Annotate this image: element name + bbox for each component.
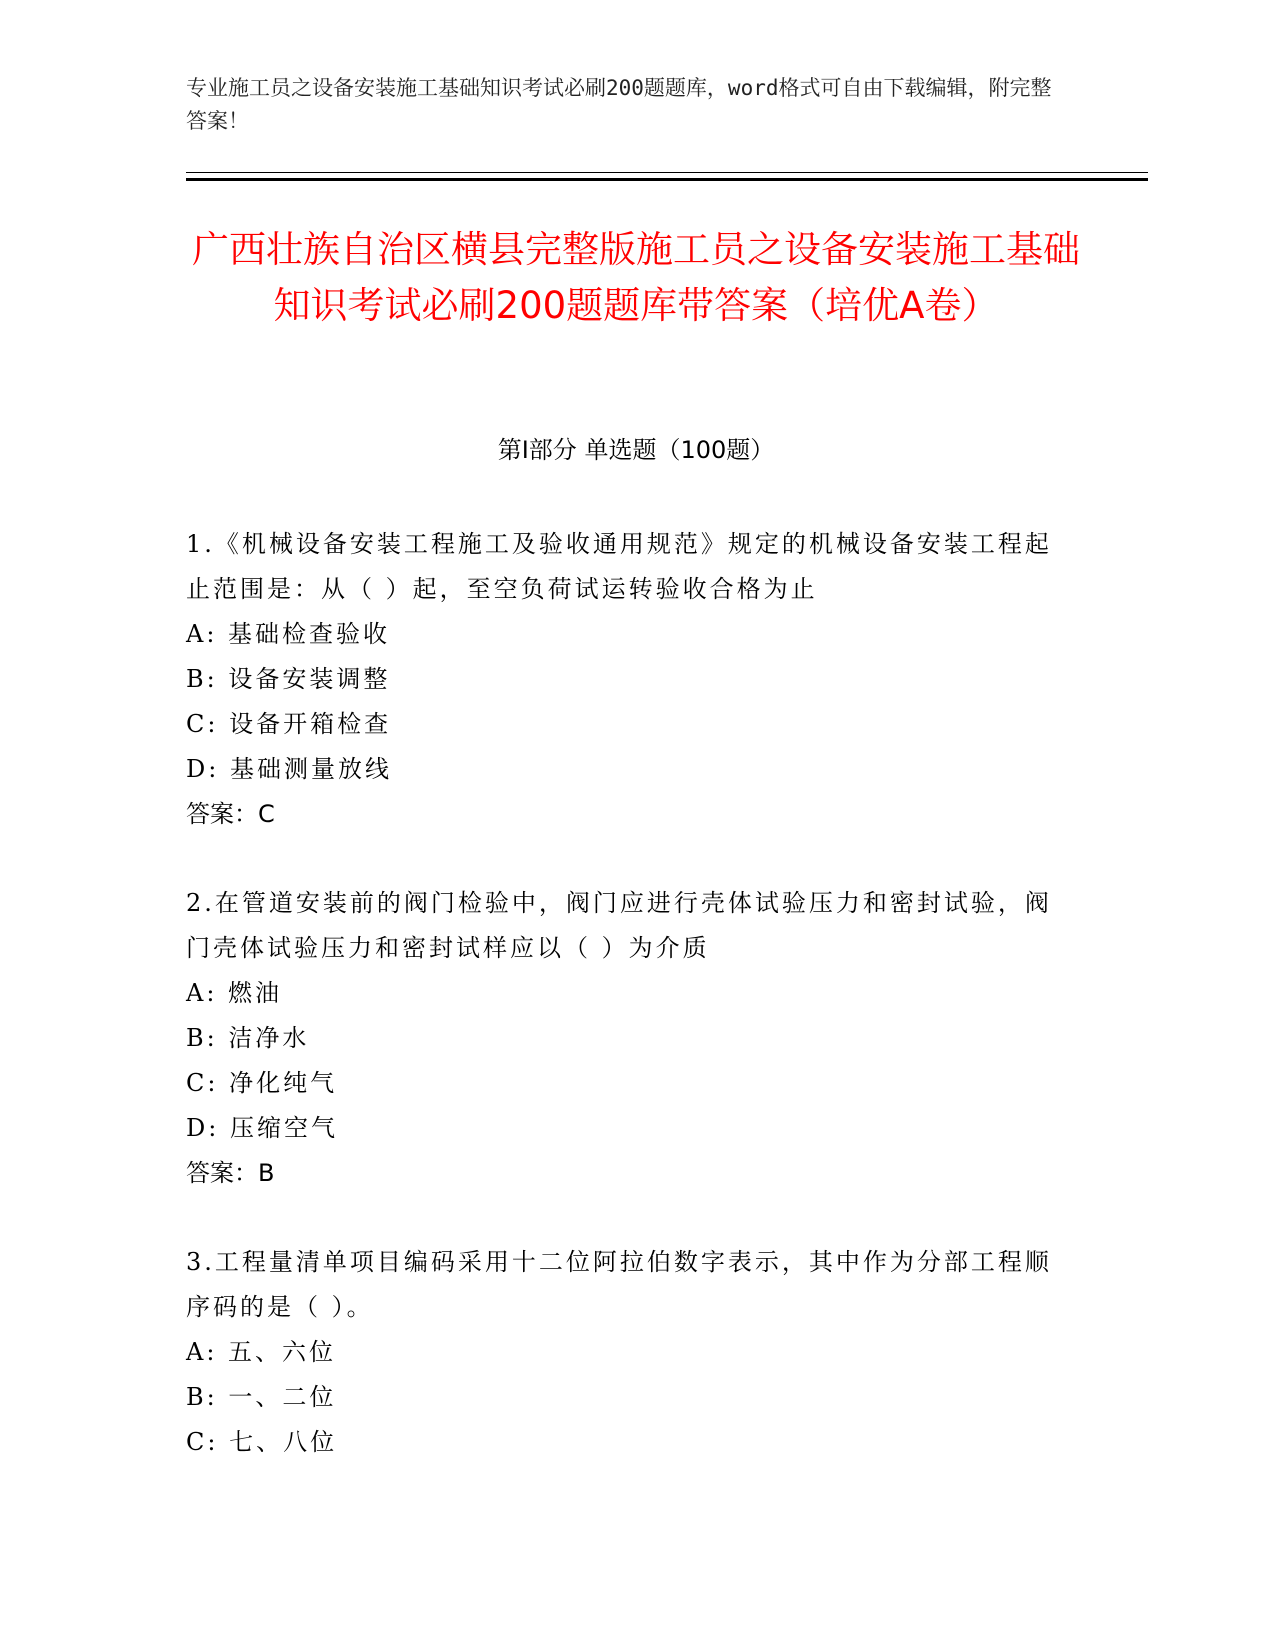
question-list: [186, 522, 1066, 1509]
option-d: D: 压缩空气: [186, 1114, 338, 1142]
option-b: B: 洁净水: [186, 1024, 310, 1052]
header-note: 专业施工员之设备安装施工基础知识考试必刷200题题库，word格式可自由下载编辑，附完整答案！: [186, 76, 1052, 133]
question-stem: 2.在管道安装前的阀门检验中，阀门应进行壳体试验压力和密封试验，阀门壳体试验压力和密封试样应以（ ）为介质: [186, 889, 1052, 962]
option-a: A: 燃油: [186, 979, 283, 1007]
question-3: [186, 1240, 1066, 1465]
option-d: D: 基础测量放线: [186, 755, 392, 783]
option-b: B: 一、二位: [186, 1383, 337, 1411]
header-divider-thick: [186, 178, 1148, 181]
option-c: C: 设备开箱检查: [186, 710, 392, 738]
header-divider-thin: [186, 172, 1148, 173]
answer: 答案：C: [186, 800, 275, 828]
section-heading: 第I部分 单选题（100题）: [497, 436, 775, 464]
option-a: A: 基础检查验收: [186, 620, 391, 648]
answer: 答案：B: [186, 1159, 275, 1187]
question-stem: 1.《机械设备安装工程施工及验收通用规范》规定的机械设备安装工程起止范围是：从（ ）起，至空负荷试运转验收合格为止: [186, 530, 1052, 603]
option-c: C: 七、八位: [186, 1428, 338, 1456]
question-1: [186, 522, 1066, 837]
document-title: 广西壮族自治区横县完整版施工员之设备安装施工基础知识考试必刷200题题库带答案（培优A卷）: [192, 228, 1080, 327]
option-b: B: 设备安装调整: [186, 665, 391, 693]
question-stem: 3.工程量清单项目编码采用十二位阿拉伯数字表示，其中作为分部工程顺序码的是（ ）。: [186, 1248, 1052, 1321]
option-c: C: 净化纯气: [186, 1069, 338, 1097]
question-2: [186, 881, 1066, 1196]
option-a: A: 五、六位: [186, 1338, 337, 1366]
